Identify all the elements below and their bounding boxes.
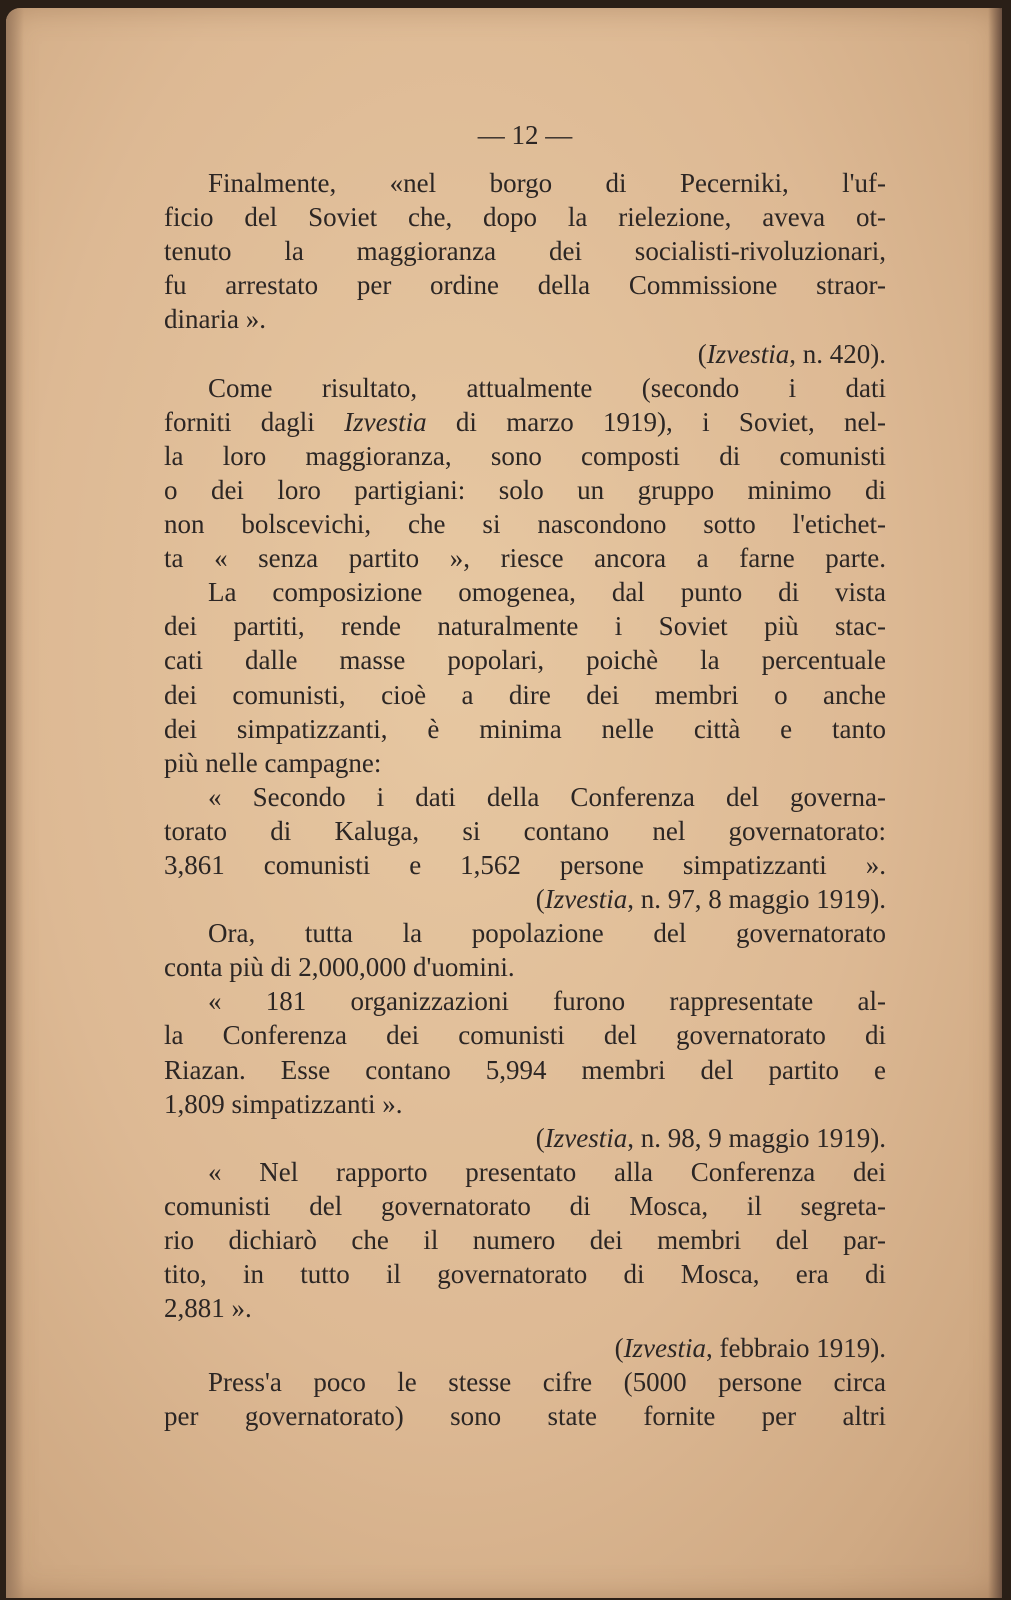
citation-suffix: di marzo 1919), i Soviet, nel-: [426, 406, 886, 437]
text-line: « Nel rapporto presentato alla Conferenza dei: [208, 1156, 886, 1187]
text-line: tenuto la maggioranza dei socialisti-rivoluzionari,: [164, 236, 886, 267]
citation-source: Izvestia: [344, 406, 427, 437]
text-line: [164, 337, 886, 371]
text-line: ficio del Soviet che, dopo la rielezione, aveva ot-: [164, 202, 886, 233]
text-line: Press'a poco le stesse cifre (5000 persone circa: [208, 1367, 886, 1398]
citation-prefix: (: [535, 884, 545, 915]
text-line: rio dichiarò che il numero dei membri del par-: [164, 1225, 886, 1255]
text-line: La composizione omogenea, dal punto di vista: [208, 577, 886, 608]
text-line: 1,809 simpatizzanti ».: [164, 1088, 403, 1119]
citation-prefix: (: [697, 338, 707, 369]
text-line: dei partiti, rende naturalmente i Soviet più stac-: [164, 611, 886, 642]
text-line: per governatorato) sono state fornite per altri: [164, 1401, 886, 1432]
text-line: « 181 organizzazioni furono rappresentate al-: [208, 986, 886, 1017]
citation-suffix: , n. 98, 9 maggio 1919).: [627, 1122, 886, 1153]
text-line: o dei loro partigiani: solo un gruppo minimo di: [164, 474, 886, 505]
page-left-edge: [6, 8, 24, 1598]
citation-suffix: , n. 420).: [789, 338, 886, 369]
text-line: [164, 1121, 886, 1155]
text-line: Riazan. Esse contano 5,994 membri del partito e: [164, 1054, 886, 1085]
text-lines: [164, 166, 886, 1433]
citation-prefix: (: [535, 1122, 545, 1153]
text-line: torato di Kaluga, si contano nel governatorato:: [164, 815, 886, 846]
citation-suffix: , n. 97, 8 maggio 1919).: [627, 884, 886, 915]
citation-prefix: forniti dagli: [164, 406, 345, 437]
text-line: fu arrestato per ordine della Commissione straor-: [164, 270, 886, 301]
text-line: [164, 1331, 886, 1365]
citation-source: Izvestia: [706, 338, 790, 369]
text-line: dei comunisti, cioè a dire dei membri o anche: [164, 679, 886, 710]
text-line: comunisti del governatorato di Mosca, il segreta-: [164, 1190, 886, 1221]
text-line: non bolscevichi, che si nascondono sotto l'etichet-: [164, 509, 886, 540]
page-number: — 12 —: [477, 120, 573, 150]
text-line: [164, 405, 886, 439]
text-line: Ora, tutta la popolazione del governatorato: [208, 918, 886, 949]
text-line: la Conferenza dei comunisti del governatorato di: [164, 1020, 886, 1051]
text-line: 2,881 ».: [164, 1293, 252, 1324]
text-line: Come risultato, attualmente (secondo i dati: [208, 372, 886, 403]
text-line: « Secondo i dati della Conferenza del governa-: [208, 781, 886, 812]
citation-source: Izvestia: [623, 1333, 707, 1364]
book-page: [6, 8, 1002, 1598]
text-line: la loro maggioranza, sono composti di comunisti: [164, 440, 886, 471]
text-line: 3,861 comunisti e 1,562 persone simpatizzanti ».: [164, 849, 886, 880]
text-line: conta più di 2,000,000 d'uomini.: [164, 952, 515, 983]
text-line: tito, in tutto il governatorato di Mosca, era di: [164, 1259, 886, 1290]
text-line: Finalmente, «nel borgo di Pecerniki, l'uf-: [208, 168, 886, 199]
text-line: cati dalle masse popolari, poichè la percentuale: [164, 645, 886, 676]
citation-suffix: , febbraio 1919).: [706, 1333, 886, 1364]
page-right-edge: [988, 8, 1002, 1598]
text-line: [164, 882, 886, 916]
text-line: dinaria ».: [164, 304, 266, 335]
citation-source: Izvestia: [544, 1122, 628, 1153]
text-line: ta « senza partito », riesce ancora a farne parte.: [164, 543, 886, 574]
page-text: [164, 118, 886, 1434]
text-line: dei simpatizzanti, è minima nelle città e tanto: [164, 713, 886, 744]
citation-prefix: (: [614, 1333, 624, 1364]
citation-source: Izvestia: [544, 884, 628, 915]
spacer: [164, 152, 886, 166]
text-line: più nelle campagne:: [164, 747, 382, 778]
